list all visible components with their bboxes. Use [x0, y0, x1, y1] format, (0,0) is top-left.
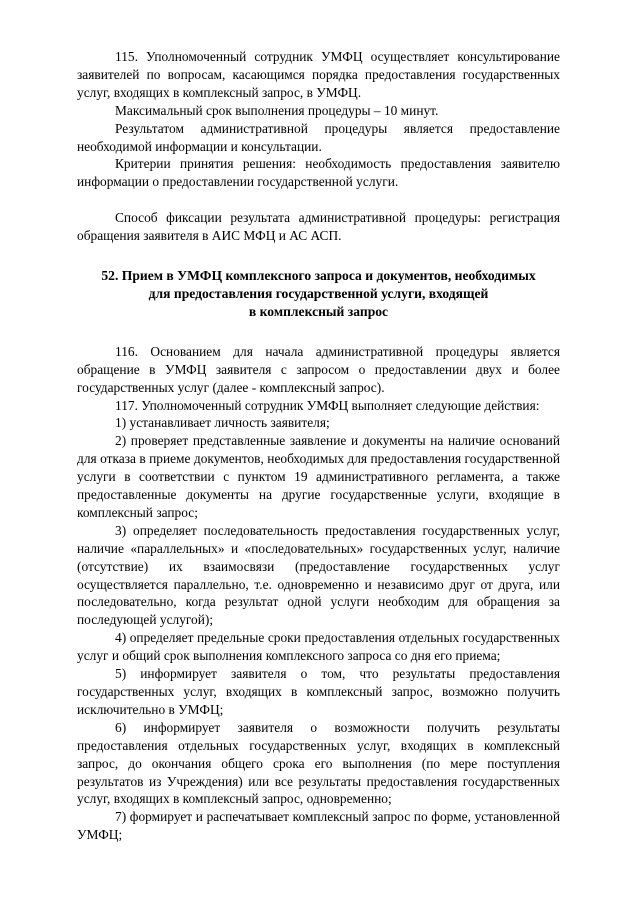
section-52-heading: [77, 267, 560, 321]
heading-line-3: в комплексный запрос: [248, 303, 389, 319]
list-item-7: 7) формирует и распечатывает комплексный запрос по форме, установленной УМФЦ;: [77, 809, 560, 843]
paragraph-115: 115. Уполномоченный сотрудник УМФЦ осуществляет консультирование заявителей по вопросам, касающимся порядка предоставления государственных услуг, входящих в комплексный запрос, в УМФЦ.: [77, 49, 560, 100]
paragraph-result: Результатом административной процедуры является предоставление необходимой информации и консультации.: [77, 120, 560, 154]
list-item-2: 2) проверяет представленные заявление и документы на наличие оснований для отказа в приеме документов, необходимых для предоставления государственной услуги в соответствии с пунктом 19 административного регламента, а также предоставленные документы на другие государственные услуги, входящие в комплексный запрос;: [77, 433, 560, 520]
list-item-3: 3) определяет последовательность предоставления государственных услуг, наличие «параллельных» и «последовательных» государственных услуг, наличие (отсутствие) их взаимосвязи (предоставление государственных услуг осуществляется параллельно, т.е. одновременно и независимо друг от друга, или последовательно, когда результат одной услуги необходим для обращения за последующей услугой);: [77, 522, 560, 628]
paragraph-116: 116. Основанием для начала административной процедуры является обращение в УМФЦ заявителя с запросом о предоставлении двух и более государственных услуг (далее - комплексный запрос).: [77, 343, 560, 395]
spacer: [77, 321, 560, 343]
paragraph-fixation: Способ фиксации результата административной процедуры: регистрация обращения заявителя в АИС МФЦ и АС АСП.: [77, 210, 560, 244]
list-item-4: 4) определяет предельные сроки предоставления отдельных государственных услуг и общий срок выполнения комплексного запроса со дня его приема;: [77, 630, 560, 664]
list-item-6: 6) информирует заявителя о возможности получить результаты предоставления отдельных государственных услуг, входящих в комплексный запрос, до окончания общего срока его выполнения (по мере поступления результатов из Учреждения) или все результаты предоставления государственных услуг, входящих в комплексный запрос, одновременно;: [77, 719, 560, 807]
paragraph-117: 117. Уполномоченный сотрудник УМФЦ выполняет следующие действия:: [115, 397, 540, 413]
spacer: [77, 191, 560, 209]
list-item-5: 5) информирует заявителя о том, что результаты предоставления государственных услуг, входящих в комплексный запрос, возможно получить исключительно в УМФЦ;: [77, 666, 560, 717]
paragraph-criteria: Критерии принятия решения: необходимость предоставления заявителю информации о предоставлении государственной услуги.: [77, 156, 560, 190]
document-page: [77, 48, 560, 844]
list-item-1: 1) устанавливает личность заявителя;: [115, 415, 330, 431]
spacer: [77, 245, 560, 267]
paragraph-max-time: Максимальный срок выполнения процедуры – 10 минут.: [115, 102, 439, 118]
heading-line-1: 52. Прием в УМФЦ комплексного запроса и документов, необходимых: [101, 268, 536, 284]
heading-line-2: для предоставления государственной услуги, входящей: [148, 285, 489, 301]
